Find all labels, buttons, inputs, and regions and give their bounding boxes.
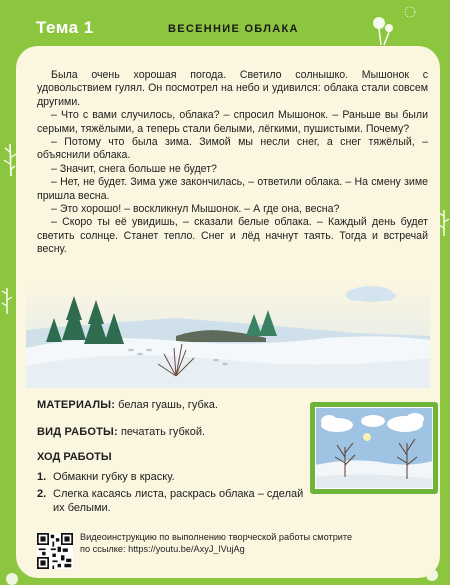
- story-paragraph: – Потому что была зима. Зимой мы несли снег, а снег тяжёлый, – объяснили облака.: [37, 136, 428, 162]
- sample-artwork: [310, 402, 438, 494]
- dandelion-icon: [0, 286, 14, 316]
- winter-illustration: [26, 278, 430, 388]
- topic-label: Тема 1: [36, 18, 94, 37]
- materials-value: белая гуашь, губка.: [118, 399, 218, 411]
- dandelion-icon: [4, 570, 20, 585]
- video-instruction: [80, 531, 380, 555]
- video-link[interactable]: по ссылке: https://youtu.be/AxyJ_lVujAg: [80, 544, 245, 554]
- story-paragraph: Была очень хорошая погода. Светило солнышко. Мышонок с удовольствием гулял. Он посмотрел на небо и удивился: облака стали совсем другими.: [37, 69, 428, 108]
- step-number: 2.: [37, 488, 47, 500]
- steps-list: [37, 470, 307, 518]
- story-paragraph: – Нет, не будет. Зима уже закончилась, – ответили облака. – На смену зиме пришла весна.: [37, 176, 428, 202]
- dandelion-icon: [367, 14, 397, 46]
- step-text: Слегка касаясь листа, раскрась облака – сделай их белыми.: [53, 488, 304, 514]
- dandelion-icon: [402, 4, 418, 20]
- steps-heading: ХОД РАБОТЫ: [37, 451, 112, 463]
- story-paragraph: – Что с вами случилось, облака? – спросил Мышонок. – Раньше вы были серыми, тяжёлыми, а теперь стали белыми, лёгкими, пушистыми. Почему?: [37, 109, 428, 135]
- materials-block: [37, 398, 297, 452]
- story-paragraph: – Скоро ты её увидишь, – сказали белые облака. – Каждый день будет светить солнце. Станет тепло. Снег и лёд начнут таять. Тогда и встречай весну.: [37, 216, 428, 256]
- video-text: Видеоинструкцию по выполнению творческой работы смотрите: [80, 532, 353, 542]
- step-text: Обмакни губку в краску.: [53, 471, 175, 483]
- materials-row: [37, 398, 297, 412]
- qr-code-icon[interactable]: [37, 533, 73, 569]
- step-item: [37, 487, 307, 515]
- work-type-label: ВИД РАБОТЫ:: [37, 426, 118, 438]
- step-number: 1.: [37, 471, 47, 483]
- work-type-row: [37, 425, 297, 439]
- step-item: [37, 470, 307, 484]
- materials-label: МАТЕРИАЛЫ:: [37, 399, 116, 411]
- story-paragraph: – Это хорошо! – воскликнул Мышонок. – А где она, весна?: [51, 203, 340, 216]
- story-paragraph: – Значит, снега больше не будет?: [51, 162, 217, 175]
- page-title: ВЕСЕННИЕ ОБЛАКА: [168, 23, 299, 35]
- story-text: [37, 69, 428, 257]
- work-type-value: печатать губкой.: [120, 426, 206, 438]
